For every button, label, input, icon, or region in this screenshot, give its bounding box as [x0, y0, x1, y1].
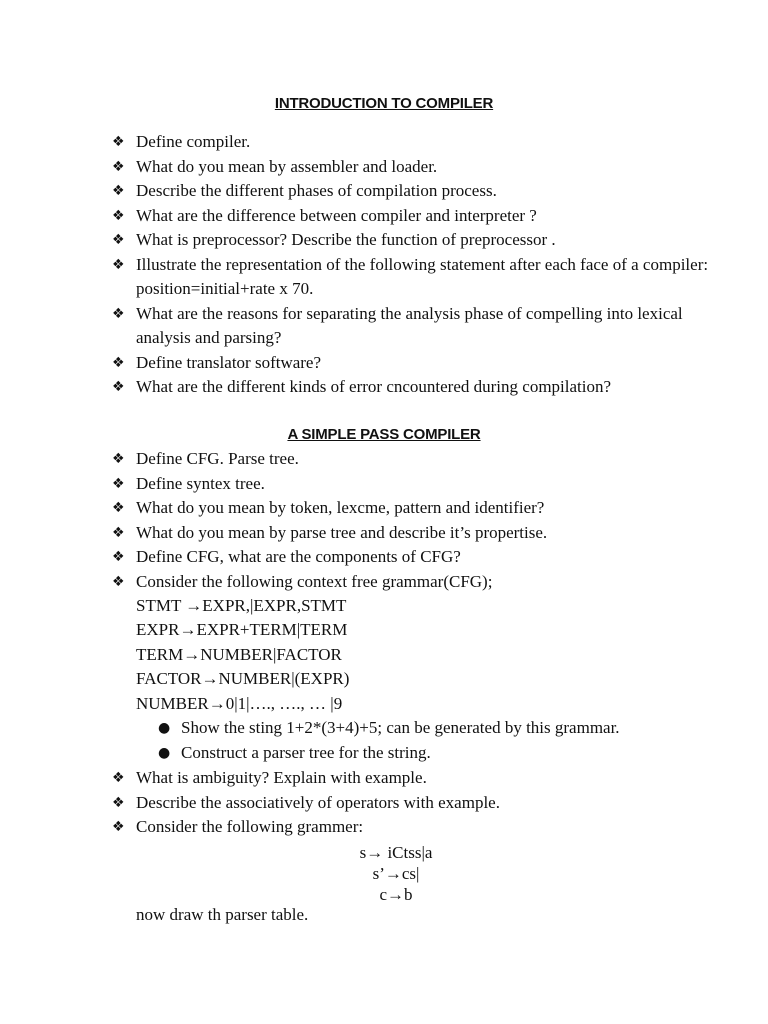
diamond-bullet-icon: ❖ — [112, 158, 125, 175]
grammar-production: s’→cs| — [372, 864, 420, 883]
list-item: ● Construct a parser tree for the string. — [158, 741, 718, 766]
diamond-bullet-icon: ❖ — [112, 207, 125, 224]
grammar-tasks-list — [158, 716, 718, 765]
list-item: ● Show the sting 1+2*(3+4)+5; can be generated by this grammar. — [158, 716, 718, 741]
grammar-rule: EXPR→EXPR+TERM|TERM — [136, 620, 348, 639]
diamond-bullet-icon: ❖ — [112, 500, 125, 516]
diamond-bullet-icon: ❖ — [112, 256, 125, 273]
diamond-bullet-icon: ❖ — [112, 770, 125, 786]
grammar-rule: STMT →EXPR,|EXPR,STMT — [136, 596, 347, 615]
diamond-bullet-icon: ❖ — [112, 379, 125, 395]
list-item: ❖ What do you mean by assembler and loader. — [112, 155, 712, 180]
diamond-bullet-icon: ❖ — [112, 134, 125, 150]
list-item: ❖ What are the different kinds of error cncountered during compilation? — [112, 375, 712, 400]
list-item: ❖ What are the reasons for separating the analysis phase of compelling into lexical analysis and parsing? — [112, 303, 683, 347]
section-title-intro: INTRODUCTION TO COMPILER — [274, 95, 494, 112]
list-item: ❖ What do you mean by parse tree and describe it’s propertise. — [112, 521, 712, 546]
grammar-rule: NUMBER→0|1|…., …., … |9 — [136, 694, 343, 713]
grammar-production: c→b — [379, 885, 413, 904]
dot-bullet-icon: ● — [158, 744, 171, 761]
list-item: ❖ What is ambiguity? Explain with example. — [112, 766, 712, 791]
list-item: ❖ What are the difference between compiler and interpreter ? — [112, 204, 712, 229]
diamond-bullet-icon: ❖ — [112, 183, 125, 199]
list-item: ❖ Illustrate the representation of the following statement after each face of a compiler: position=initial+rate x 70. — [112, 254, 709, 298]
diamond-bullet-icon: ❖ — [112, 794, 125, 811]
simple-pass-question-list — [112, 447, 712, 594]
closing-instruction: now draw th parser table. — [136, 905, 309, 924]
diamond-bullet-icon: ❖ — [112, 819, 125, 835]
diamond-bullet-icon: ❖ — [112, 475, 125, 492]
list-item: ❖ What do you mean by token, lexcme, pattern and identifier? — [112, 496, 712, 521]
grammar-production: s→ iCtss|a — [359, 843, 433, 862]
list-item: ❖ Define translator software? — [112, 351, 712, 376]
grammar-rule: TERM→NUMBER|FACTOR — [136, 645, 342, 664]
list-item: ❖ What is preprocessor? Describe the function of preprocessor . — [112, 228, 712, 253]
list-item: ❖ Define compiler. — [112, 130, 712, 155]
list-item: ❖ Define syntex tree. — [112, 472, 712, 497]
diamond-bullet-icon: ❖ — [112, 451, 125, 467]
list-item: ❖ Consider the following grammer: — [112, 815, 712, 840]
list-item: ❖ Define CFG, what are the components of CFG? — [112, 545, 712, 570]
diamond-bullet-icon: ❖ — [112, 305, 125, 322]
section-title-simple-pass: A SIMPLE PASS COMPILER — [287, 426, 481, 443]
list-item: ❖ Define CFG. Parse tree. — [112, 447, 712, 472]
list-item: ❖ Consider the following context free grammar(CFG); — [112, 570, 712, 595]
diamond-bullet-icon: ❖ — [112, 573, 125, 590]
list-item: ❖ Describe the associatively of operators with example. — [112, 791, 712, 816]
diamond-bullet-icon: ❖ — [112, 354, 125, 371]
grammar-rule: FACTOR→NUMBER|(EXPR) — [136, 669, 350, 688]
simple-pass-question-list-2 — [112, 766, 712, 840]
dot-bullet-icon: ● — [158, 720, 171, 736]
list-item: ❖ Describe the different phases of compilation process. — [112, 179, 712, 204]
diamond-bullet-icon: ❖ — [112, 232, 125, 248]
intro-question-list — [112, 130, 712, 400]
diamond-bullet-icon: ❖ — [112, 524, 125, 541]
diamond-bullet-icon: ❖ — [112, 549, 125, 565]
